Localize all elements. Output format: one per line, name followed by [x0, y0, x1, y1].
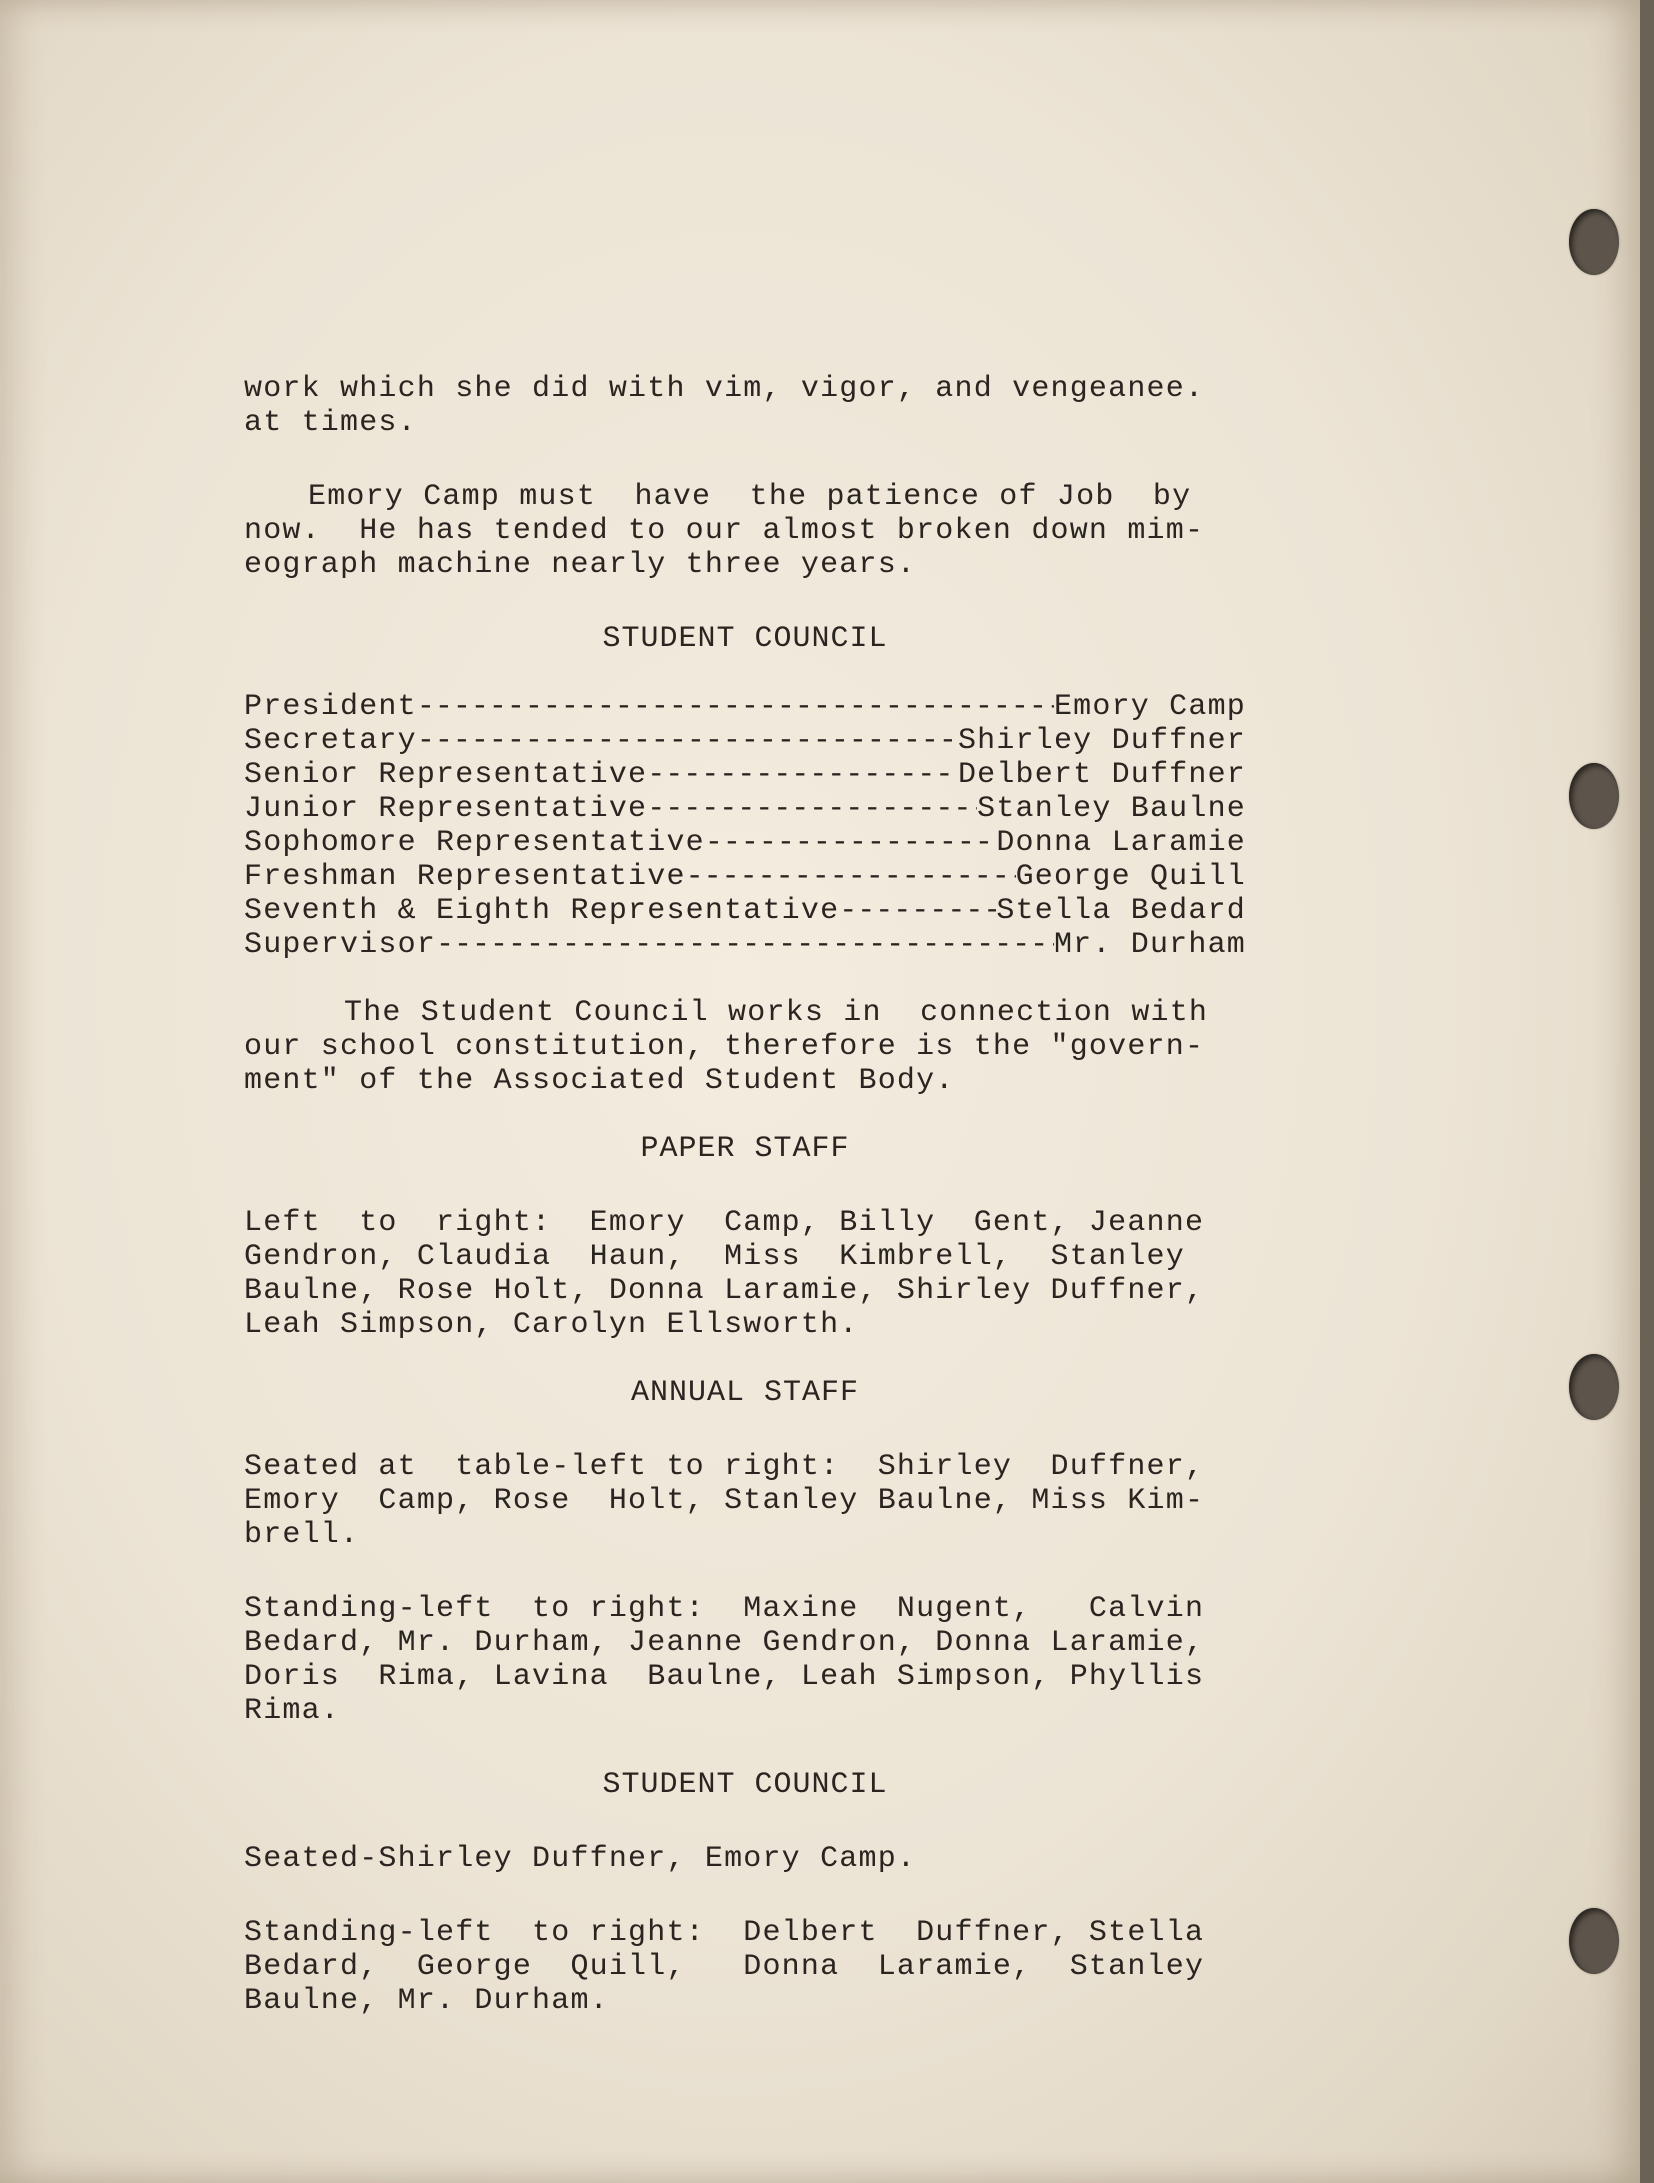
council-roster [244, 690, 1246, 962]
text-line: Bedard, Mr. Durham, Jeanne Gendron, Donna Laramie, [244, 1626, 1205, 1660]
text-line: eograph machine nearly three years. [244, 548, 917, 582]
text-line: Doris Rima, Lavina Baulne, Leah Simpson, Phyllis [244, 1660, 1205, 1694]
roster-name: Mr. Durham [1053, 928, 1246, 962]
text-line: Gendron, Claudia Haun, Miss Kimbrell, Stanley [244, 1240, 1185, 1274]
leader-dashes [705, 826, 996, 860]
text-line: The Student Council works in connection with [344, 996, 1209, 1030]
roster-row [244, 792, 1246, 826]
council-description [244, 996, 1246, 1098]
council-photo-standing [244, 1916, 1246, 2018]
text-line: Left to right: Emory Camp, Billy Gent, Jeanne [244, 1206, 1205, 1240]
roster-row [244, 758, 1246, 792]
leader-dashes [686, 860, 1016, 894]
text-line: work which she did with vim, vigor, and vengeanee. [244, 372, 1205, 406]
roster-name: Shirley Duffner [957, 724, 1246, 758]
annual-staff-seated [244, 1450, 1246, 1552]
leader-dashes [417, 690, 1054, 724]
binder-hole [1569, 209, 1619, 275]
roster-role: Supervisor [244, 928, 437, 962]
text-line: Seated at table-left to right: Shirley Duffner, [244, 1450, 1205, 1484]
text-line: at times. [244, 406, 417, 440]
roster-role: Freshman Representative [244, 860, 686, 894]
camp-paragraph [244, 480, 1246, 582]
text-line: our school constitution, therefore is the "govern- [244, 1030, 1205, 1064]
leader-dashes [647, 758, 958, 792]
roster-role: Senior Representative [244, 758, 648, 792]
text-line: Baulne, Rose Holt, Donna Laramie, Shirley Duffner, [244, 1274, 1205, 1308]
roster-row [244, 928, 1246, 962]
leader-dashes [436, 928, 1054, 962]
section-heading: PAPER STAFF [640, 1132, 850, 1166]
leader-dashes [647, 792, 977, 826]
intro-paragraph [244, 372, 1246, 440]
roster-name: Delbert Duffner [957, 758, 1246, 792]
section-heading: STUDENT COUNCIL [602, 1768, 888, 1802]
text-line: Standing-left to right: Delbert Duffner, Stella [244, 1916, 1205, 1950]
text-line: Seated-Shirley Duffner, Emory Camp. [244, 1842, 917, 1876]
text-line: ment" of the Associated Student Body. [244, 1064, 955, 1098]
roster-role: Sophomore Representative [244, 826, 705, 860]
roster-role: Secretary [244, 724, 417, 758]
section-heading: STUDENT COUNCIL [602, 622, 888, 656]
roster-row [244, 826, 1246, 860]
leader-dashes [839, 894, 996, 928]
binder-hole [1569, 1908, 1619, 1974]
roster-name: Emory Camp [1053, 690, 1246, 724]
annual-staff-standing [244, 1592, 1246, 1728]
section-heading: ANNUAL STAFF [630, 1376, 860, 1410]
binder-hole [1569, 763, 1619, 829]
binder-hole [1569, 1354, 1619, 1420]
roster-row [244, 724, 1246, 758]
roster-row [244, 894, 1246, 928]
text-line: Baulne, Mr. Durham. [244, 1984, 609, 2018]
text-line: Bedard, George Quill, Donna Laramie, Stanley [244, 1950, 1205, 1984]
roster-name: Stella Bedard [996, 894, 1246, 928]
text-line: Rima. [244, 1694, 341, 1728]
text-line: Leah Simpson, Carolyn Ellsworth. [244, 1308, 859, 1342]
roster-name: Stanley Baulne [977, 792, 1246, 826]
text-line: Standing-left to right: Maxine Nugent, Calvin [244, 1592, 1205, 1626]
leader-dashes [417, 724, 958, 758]
roster-row [244, 690, 1246, 724]
roster-name: George Quill [1015, 860, 1246, 894]
text-line: now. He has tended to our almost broken down mim- [244, 514, 1205, 548]
text-line: brell. [244, 1518, 360, 1552]
roster-role: Junior Representative [244, 792, 648, 826]
roster-role: President [244, 690, 417, 724]
typed-text-body [244, 372, 1246, 2018]
roster-name: Donna Laramie [996, 826, 1246, 860]
paper-staff-caption [244, 1206, 1246, 1342]
text-line: Emory Camp must have the patience of Job by [308, 480, 1192, 514]
text-line: Emory Camp, Rose Holt, Stanley Baulne, Miss Kim- [244, 1484, 1205, 1518]
roster-role: Seventh & Eighth Representative [244, 894, 840, 928]
roster-row [244, 860, 1246, 894]
